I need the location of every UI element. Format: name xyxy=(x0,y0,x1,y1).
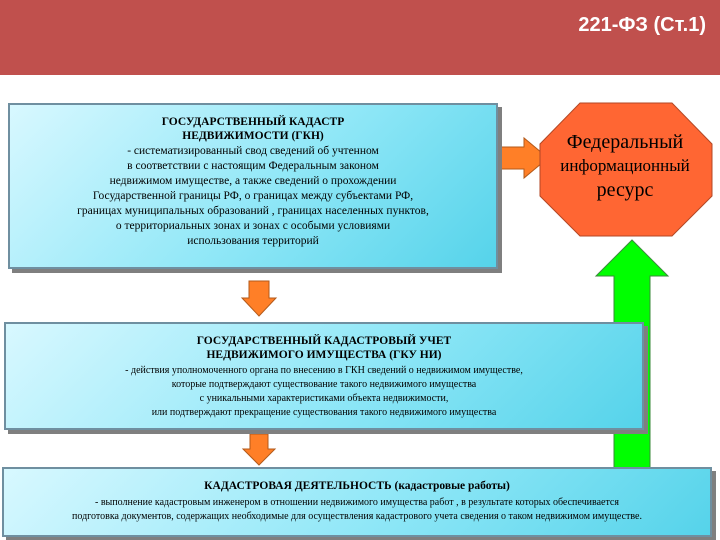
cadastral-desc-line: подготовка документов, содержащих необходимые для осуществления кадастрового учета сведения о таком недвижимом имуществе. xyxy=(72,511,642,522)
gku-title xyxy=(6,334,642,362)
gku-box xyxy=(4,322,644,430)
resource-line-1: Федеральный xyxy=(566,131,684,153)
gkn-desc-line: в соответствии с настоящим Федеральным законом xyxy=(127,160,379,172)
cadastral-activity-title xyxy=(4,479,710,493)
gkn-desc-line: границах муниципальных образований , границах населенных пунктов, xyxy=(77,205,429,217)
gkn-desc-line: - систематизированный свод сведений об учтенном xyxy=(127,145,379,157)
gkn-box xyxy=(8,103,498,269)
resource-line-2: информационный xyxy=(560,156,690,175)
cadastral-activity-box xyxy=(2,467,712,537)
cadastral-activity-description xyxy=(4,496,710,524)
gku-desc-line: с уникальными характеристиками объекта недвижимости, xyxy=(199,393,449,404)
arrow-down-2 xyxy=(243,434,275,465)
slide-title: 221-ФЗ (Ст.1) xyxy=(578,14,706,36)
gku-desc-line: которые подтверждают существование такого недвижимого имущества xyxy=(171,379,477,390)
gku-title-line: ГОСУДАРСТВЕННЫЙ КАДАСТРОВЫЙ УЧЕТ xyxy=(196,335,452,347)
gkn-desc-line: о территориальных зонах и зонах с особыми условиями xyxy=(115,220,391,232)
cadastral-desc-line: - выполнение кадастровым инженером в отношении недвижимого имущества работ , в результате которых обеспечивается xyxy=(95,497,619,508)
gkn-desc-line: недвижимом имуществе, а также сведений о прохождении xyxy=(109,175,397,187)
gkn-desc-line: использования территорий xyxy=(187,235,319,247)
gkn-desc-line: Государственной границы РФ, о границах между субъектами РФ, xyxy=(92,190,414,202)
gku-description xyxy=(6,364,642,420)
gku-desc-line: - действия уполномоченного органа по внесению в ГКН сведений о недвижимом имуществе, xyxy=(125,365,523,376)
arrow-down-1 xyxy=(242,281,276,316)
gkn-title xyxy=(10,115,496,143)
federal-resource-label xyxy=(535,130,715,202)
gkn-title-line: ГОСУДАРСТВЕННЫЙ КАДАСТР xyxy=(161,116,345,128)
gku-title-line: НЕДВИЖИМОГО ИМУЩЕСТВА (ГКУ НИ) xyxy=(206,349,442,361)
cadastral-title-line: КАДАСТРОВАЯ ДЕЯТЕЛЬНОСТЬ (кадастровые работы) xyxy=(204,480,510,492)
resource-line-3: ресурс xyxy=(596,179,654,201)
gku-desc-line: или подтверждают прекращение существования такого недвижимого имущества xyxy=(151,407,497,418)
gkn-title-line: НЕДВИЖИМОСТИ (ГКН) xyxy=(182,130,324,142)
gkn-description xyxy=(10,144,496,249)
